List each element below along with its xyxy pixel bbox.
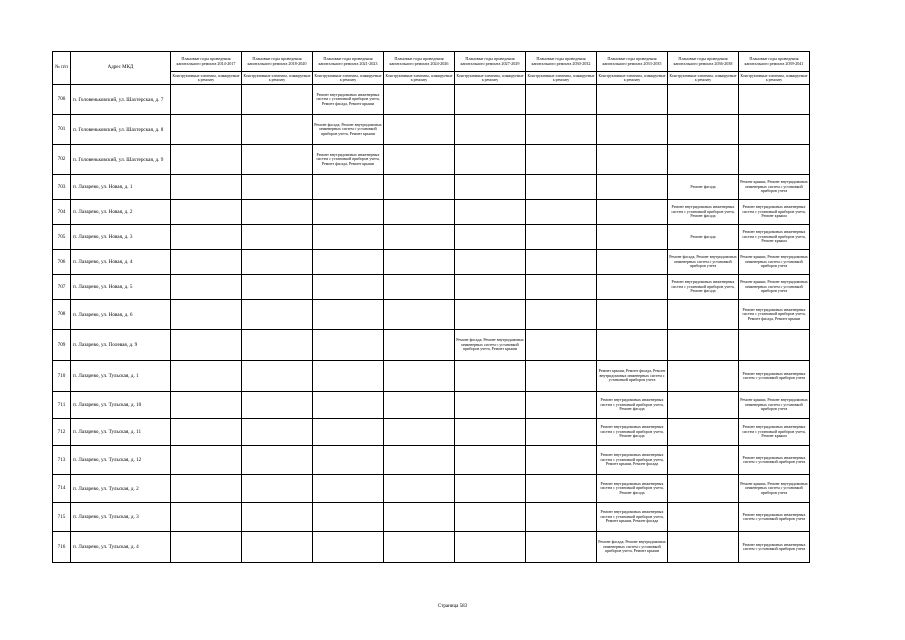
repair-works-cell: Ремонт крыши, Ремонт внутридомовых инженерных систем с установкой приборов учета: [739, 275, 810, 300]
table-row: [53, 475, 810, 503]
repair-works-cell: [668, 392, 739, 419]
repair-works-cell: [313, 361, 384, 392]
subheader-elements: Конструктивные элементы, планируемые к ремонту: [526, 72, 597, 85]
repair-works-cell: Ремонт внутридомовых инженерных систем с установкой приборов учета, Ремонт фасада: [668, 200, 739, 225]
row-number: 713: [53, 446, 71, 475]
repair-works-cell: [455, 419, 526, 446]
table-row: [53, 503, 810, 532]
row-address: п. Лазарево, ул. Тульская, д. 1: [71, 361, 171, 392]
repair-works-cell: [242, 392, 313, 419]
subheader-elements: Конструктивные элементы, планируемые к ремонту: [384, 72, 455, 85]
repair-works-cell: [242, 475, 313, 503]
subheader-elements: Конструктивные элементы, планируемые к ремонту: [171, 72, 242, 85]
repair-works-cell: [313, 446, 384, 475]
repair-works-cell: [526, 392, 597, 419]
row-address: п. Лазарево, ул. Тульская, д. 4: [71, 532, 171, 563]
repair-works-cell: [242, 275, 313, 300]
repair-works-cell: [668, 330, 739, 361]
repair-works-cell: [455, 532, 526, 563]
repair-works-cell: [455, 225, 526, 250]
repair-works-cell: [455, 85, 526, 115]
repair-works-cell: [739, 85, 810, 115]
repair-works-cell: [313, 419, 384, 446]
row-number: 714: [53, 475, 71, 503]
repair-works-cell: Ремонт фасада: [668, 175, 739, 200]
subheader-elements: Конструктивные элементы, планируемые к ремонту: [242, 72, 313, 85]
repair-works-cell: [526, 475, 597, 503]
row-number: 709: [53, 330, 71, 361]
header-period: Плановые годы проведения капитального ремонта 2021-2023: [313, 52, 384, 72]
repair-works-cell: [597, 300, 668, 330]
header-num: № п/п: [53, 52, 71, 85]
row-address: п. Головеньковский, ул. Шахтерская, д. 9: [71, 145, 171, 175]
repair-works-cell: [597, 275, 668, 300]
repair-works-cell: [242, 361, 313, 392]
repair-works-cell: [384, 115, 455, 145]
repair-works-cell: [313, 225, 384, 250]
repair-works-cell: [242, 115, 313, 145]
repair-works-cell: Ремонт фасада, Ремонт внутридомовых инженерных систем с установкой приборов учета, Ремонт крыши: [455, 330, 526, 361]
repair-works-cell: [242, 85, 313, 115]
repair-works-cell: [384, 300, 455, 330]
repair-works-cell: [242, 250, 313, 275]
repair-works-cell: Ремонт фасада, Ремонт внутридомовых инженерных систем с установкой приборов учета, Ремонт крыши: [597, 532, 668, 563]
row-address: п. Лазарево, ул. Тульская, д. 12: [71, 446, 171, 475]
table-row: [53, 115, 810, 145]
repair-works-cell: [384, 275, 455, 300]
repair-works-cell: [597, 225, 668, 250]
repair-works-cell: [384, 419, 455, 446]
table-row: [53, 446, 810, 475]
repair-works-cell: [597, 145, 668, 175]
repair-works-cell: [242, 200, 313, 225]
table-row: [53, 250, 810, 275]
subheader-elements: Конструктивные элементы, планируемые к ремонту: [597, 72, 668, 85]
repair-works-cell: [668, 475, 739, 503]
row-address: п. Лазарево, ул. Тульская, д. 2: [71, 475, 171, 503]
subheader-elements: Конструктивные элементы, планируемые к ремонту: [739, 72, 810, 85]
repair-works-cell: [455, 145, 526, 175]
repair-works-cell: [526, 532, 597, 563]
repair-works-cell: [171, 419, 242, 446]
row-address: п. Лазарево, ул. Новая, д. 1: [71, 175, 171, 200]
repair-works-cell: Ремонт внутридомовых инженерных систем с установкой приборов учета, Ремонт фасада: [597, 475, 668, 503]
row-address: п. Лазарево, ул. Новая, д. 3: [71, 225, 171, 250]
repair-works-cell: Ремонт внутридомовых инженерных систем с установкой приборов учета, Ремонт крыши: [739, 419, 810, 446]
repair-works-cell: [597, 85, 668, 115]
header-period: Плановые годы проведения капитального ремонта 2039-2041: [739, 52, 810, 72]
repair-works-cell: [313, 250, 384, 275]
repair-works-cell: [171, 250, 242, 275]
repair-works-cell: [313, 330, 384, 361]
repair-works-cell: [384, 250, 455, 275]
header-period: Плановые годы проведения капитального ремонта 2030-2032: [526, 52, 597, 72]
table-row: [53, 361, 810, 392]
row-address: п. Лазарево, ул. Новая, д. 4: [71, 250, 171, 275]
repair-works-cell: [171, 115, 242, 145]
subheader-elements: Конструктивные элементы, планируемые к ремонту: [668, 72, 739, 85]
repair-works-cell: [384, 145, 455, 175]
table-row: [53, 200, 810, 225]
repair-works-cell: [526, 85, 597, 115]
repair-works-cell: [668, 145, 739, 175]
repair-works-cell: [384, 175, 455, 200]
row-address: п. Головеньковский, ул. Шахтерская, д. 7: [71, 85, 171, 115]
repair-works-cell: [597, 200, 668, 225]
row-number: 716: [53, 532, 71, 563]
repair-works-cell: [171, 200, 242, 225]
repair-works-cell: [171, 503, 242, 532]
repair-works-cell: Ремонт внутридомовых инженерных систем с установкой приборов учета, Ремонт крыши, Ремонт фасада: [597, 446, 668, 475]
repair-works-cell: [526, 200, 597, 225]
repair-works-cell: Ремонт фасада, Ремонт внутридомовых инженерных систем с установкой приборов учета, Ремонт крыши: [313, 115, 384, 145]
repair-works-cell: Ремонт крыши, Ремонт фасада, Ремонт внутридомовых инженерных систем с установкой приборов учета: [597, 361, 668, 392]
repair-works-cell: [668, 532, 739, 563]
repair-works-cell: Ремонт внутридомовых инженерных систем с установкой приборов учета, Ремонт фасада: [597, 419, 668, 446]
repair-works-cell: Ремонт внутридомовых инженерных систем с установкой приборов учета: [739, 446, 810, 475]
row-address: п. Лазарево, ул. Тульская, д. 3: [71, 503, 171, 532]
repair-works-cell: [384, 503, 455, 532]
repair-works-cell: [455, 250, 526, 275]
repair-works-cell: [455, 361, 526, 392]
repair-works-cell: [171, 300, 242, 330]
repair-works-cell: [171, 532, 242, 563]
row-number: 704: [53, 200, 71, 225]
repair-works-cell: [668, 85, 739, 115]
repair-works-cell: [455, 392, 526, 419]
page-number: Страница 583: [437, 604, 468, 609]
repair-works-cell: [242, 419, 313, 446]
row-number: 715: [53, 503, 71, 532]
repair-works-cell: Ремонт крыши, Ремонт внутридомовых инженерных систем с установкой приборов учета: [739, 392, 810, 419]
repair-works-cell: [526, 503, 597, 532]
repair-works-cell: [313, 392, 384, 419]
repair-works-cell: [384, 446, 455, 475]
repair-works-cell: [526, 250, 597, 275]
repair-works-cell: [597, 115, 668, 145]
repair-works-cell: Ремонт внутридомовых инженерных систем с установкой приборов учета: [739, 503, 810, 532]
repair-works-cell: [171, 175, 242, 200]
repair-works-cell: [384, 225, 455, 250]
header-row: [53, 52, 810, 72]
row-number: 701: [53, 115, 71, 145]
row-address: п. Головеньковский, ул. Шахтерская, д. 8: [71, 115, 171, 145]
repair-works-cell: [171, 330, 242, 361]
repair-works-cell: [597, 175, 668, 200]
table-row: [53, 275, 810, 300]
repair-works-cell: [526, 145, 597, 175]
repair-works-cell: [313, 300, 384, 330]
repair-works-cell: [668, 115, 739, 145]
repair-works-cell: [526, 300, 597, 330]
repair-works-cell: [526, 446, 597, 475]
repair-works-cell: [455, 200, 526, 225]
header-period: Плановые годы проведения капитального ремонта 2033-2035: [597, 52, 668, 72]
header-period: Плановые годы проведения капитального ремонта 2014-2017: [171, 52, 242, 72]
repair-works-cell: [668, 361, 739, 392]
table-row: [53, 330, 810, 361]
repair-works-cell: [313, 200, 384, 225]
repair-works-cell: [668, 446, 739, 475]
repair-works-cell: [384, 330, 455, 361]
repair-works-cell: [739, 115, 810, 145]
repair-works-cell: [171, 225, 242, 250]
row-address: п. Лазарево, ул. Тульская, д. 11: [71, 419, 171, 446]
repair-works-cell: [526, 275, 597, 300]
table-row: [53, 419, 810, 446]
repair-works-cell: [313, 503, 384, 532]
repair-works-cell: [242, 300, 313, 330]
row-number: 711: [53, 392, 71, 419]
repair-works-cell: [384, 85, 455, 115]
row-number: 703: [53, 175, 71, 200]
repair-works-cell: Ремонт внутридомовых инженерных систем с установкой приборов учета, Ремонт крыши: [739, 225, 810, 250]
repair-works-cell: [242, 532, 313, 563]
repair-works-cell: [526, 115, 597, 145]
repair-works-cell: [313, 475, 384, 503]
repair-works-cell: [455, 446, 526, 475]
repair-works-cell: [242, 145, 313, 175]
row-address: п. Лазарево, ул. Новая, д. 5: [71, 275, 171, 300]
table-row: [53, 392, 810, 419]
repair-works-cell: [171, 361, 242, 392]
repair-works-cell: Ремонт крыши, Ремонт внутридомовых инженерных систем с установкой приборов учета: [739, 250, 810, 275]
repair-works-cell: [242, 446, 313, 475]
repair-works-cell: [597, 330, 668, 361]
repair-works-cell: [597, 250, 668, 275]
repair-works-cell: [171, 275, 242, 300]
table-row: [53, 300, 810, 330]
repair-works-cell: [384, 392, 455, 419]
repair-works-cell: Ремонт внутридомовых инженерных систем с установкой приборов учета: [739, 361, 810, 392]
repair-works-cell: [455, 503, 526, 532]
header-period: Плановые годы проведения капитального ремонта 2036-2038: [668, 52, 739, 72]
header-period: Плановые годы проведения капитального ремонта 2018-2020: [242, 52, 313, 72]
repair-works-cell: [171, 446, 242, 475]
row-number: 705: [53, 225, 71, 250]
row-number: 706: [53, 250, 71, 275]
repair-works-cell: [455, 115, 526, 145]
row-number: 702: [53, 145, 71, 175]
header-address: Адрес МКД: [71, 52, 171, 85]
repair-works-cell: [171, 145, 242, 175]
repair-works-cell: [455, 275, 526, 300]
repair-works-cell: [668, 300, 739, 330]
subheader-elements: Конструктивные элементы, планируемые к ремонту: [455, 72, 526, 85]
repair-works-cell: [242, 175, 313, 200]
header-period: Плановые годы проведения капитального ремонта 2027-2029: [455, 52, 526, 72]
repair-works-cell: [313, 175, 384, 200]
repair-works-cell: [313, 275, 384, 300]
row-number: 700: [53, 85, 71, 115]
repair-works-cell: Ремонт фасада: [668, 225, 739, 250]
repair-works-cell: [526, 175, 597, 200]
repair-works-cell: Ремонт внутридомовых инженерных систем с установкой приборов учета, Ремонт фасада, Ремонт крыши: [313, 145, 384, 175]
repair-works-cell: [526, 419, 597, 446]
repair-works-cell: [384, 361, 455, 392]
repair-works-cell: [384, 475, 455, 503]
repair-works-cell: [526, 330, 597, 361]
repair-works-cell: Ремонт внутридомовых инженерных систем с установкой приборов учета, Ремонт фасада, Ремонт крыши: [313, 85, 384, 115]
repair-works-cell: [455, 175, 526, 200]
table-row: [53, 175, 810, 200]
table-row: [53, 225, 810, 250]
row-number: 710: [53, 361, 71, 392]
repair-works-cell: Ремонт внутридомовых инженерных систем с установкой приборов учета: [739, 532, 810, 563]
repair-works-cell: Ремонт внутридомовых инженерных систем с установкой приборов учета, Ремонт фасада: [668, 275, 739, 300]
capital-repair-schedule-table: [52, 51, 810, 563]
table-row: [53, 85, 810, 115]
header-period: Плановые годы проведения капитального ремонта 2024-2026: [384, 52, 455, 72]
repair-works-cell: [455, 300, 526, 330]
repair-works-cell: [668, 419, 739, 446]
table-row: [53, 532, 810, 563]
row-number: 708: [53, 300, 71, 330]
table-body: [53, 85, 810, 563]
repair-works-cell: [526, 361, 597, 392]
repair-works-cell: [384, 532, 455, 563]
row-address: п. Лазарево, ул. Новая, д. 6: [71, 300, 171, 330]
row-address: п. Лазарево, ул. Новая, д. 2: [71, 200, 171, 225]
repair-works-cell: [668, 503, 739, 532]
repair-works-cell: [313, 532, 384, 563]
repair-works-cell: [242, 330, 313, 361]
repair-works-cell: Ремонт внутридомовых инженерных систем с установкой приборов учета, Ремонт фасада, Ремонт крыши: [739, 300, 810, 330]
repair-works-cell: [455, 475, 526, 503]
repair-works-cell: [242, 225, 313, 250]
repair-works-cell: Ремонт внутридомовых инженерных систем с установкой приборов учета, Ремонт крыши, Ремонт фасада: [597, 503, 668, 532]
repair-works-cell: [739, 145, 810, 175]
repair-works-cell: Ремонт внутридомовых инженерных систем с установкой приборов учета, Ремонт фасада: [597, 392, 668, 419]
subheader-elements: Конструктивные элементы, планируемые к ремонту: [313, 72, 384, 85]
row-address: п. Лазарево, ул. Тульская, д. 10: [71, 392, 171, 419]
repair-works-cell: Ремонт фасада, Ремонт внутридомовых инженерных систем с установкой приборов учета: [668, 250, 739, 275]
repair-works-cell: [171, 85, 242, 115]
repair-works-cell: [242, 503, 313, 532]
repair-works-cell: [739, 330, 810, 361]
repair-works-cell: [171, 475, 242, 503]
repair-works-cell: Ремонт крыши, Ремонт внутридомовых инженерных систем с установкой приборов учета: [739, 175, 810, 200]
table-row: [53, 145, 810, 175]
repair-works-cell: [384, 200, 455, 225]
repair-works-cell: Ремонт крыши, Ремонт внутридомовых инженерных систем с установкой приборов учета: [739, 475, 810, 503]
repair-works-cell: [171, 392, 242, 419]
row-number: 712: [53, 419, 71, 446]
row-address: п. Лазарево, ул. Полевая, д. 9: [71, 330, 171, 361]
row-number: 707: [53, 275, 71, 300]
repair-works-cell: Ремонт внутридомовых инженерных систем с установкой приборов учета, Ремонт крыши: [739, 200, 810, 225]
repair-works-cell: [526, 225, 597, 250]
